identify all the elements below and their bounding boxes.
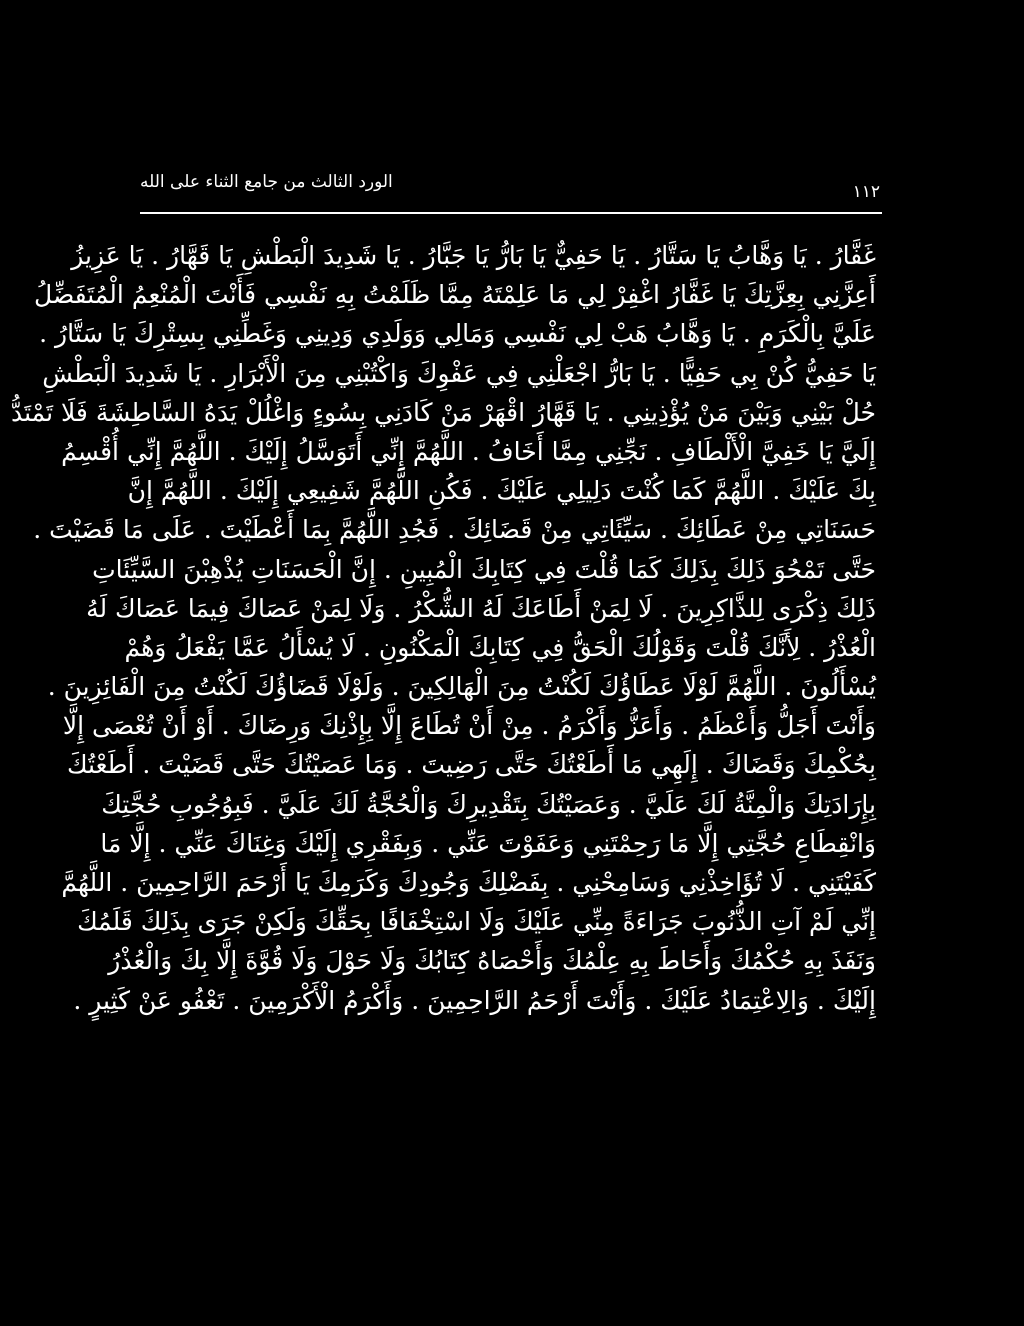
text-line: عَلَيَّ بِالْكَرَمِ . يَا وَهَّابُ هَبْ لِي نَفْسِي وَمَالِي وَوَلَدِي وَدِينِي وَغَطِّنِي بِسِتْرِكَ يَا سَتَّارُ .: [39, 319, 876, 349]
text-line: ذَلِكَ ذِكْرَى لِلذَّاكِرِينَ . لَا لِمَنْ أَطَاعَكَ لَهُ الشُّكْرُ . وَلَا لِمَنْ عَصَاكَ فِيمَا عَصَاكَ لَهُ: [86, 593, 876, 623]
text-line: وَانْقِطَاعِ حُجَّتِي إِلَّا مَا رَحِمْتَنِي وَعَفَوْتَ عَنِّي . وَبِفَقْرِي إِلَيْكَ وَغِنَاكَ عَنِّي . إِلَّا مَا: [100, 828, 876, 858]
text-line: بِحُكْمِكَ وَقَضَاكَ . إِلَهِي مَا أَطَعْتُكَ حَتَّى رَضِيتَ . وَمَا عَصَيْتُكَ حَتَّى قَضَيْتَ . أَطَعْتُكَ: [66, 750, 876, 780]
text-line: الْعُذْرُ . لِأَنَّكَ قُلْتَ وَقَوْلُكَ الْحَقُّ فِي كِتَابِكَ الْمَكْنُونِ . لَا يُسْأَلُ عَمَّا يَفْعَلُ وَهُمْ: [124, 632, 876, 662]
text-line: حَسَنَاتِي مِنْ عَطَائِكَ . سَيِّئَاتِي مِنْ قَضَائِكَ . فَجُدِ اللَّهُمَّ بِمَا أَعْطَيْتَ . عَلَى مَا قَضَيْتَ .: [33, 515, 876, 545]
text-line: بِكَ عَلَيْكَ . اللَّهُمَّ كَمَا كُنْتَ دَلِيلِي عَلَيْكَ . فَكُنِ اللَّهُمَّ شَفِيعِي إِلَيْكَ . اللَّهُمَّ إِنَّ: [127, 476, 876, 506]
running-header-title: الورد الثالث من جامع الثناء على الله: [140, 172, 393, 192]
text-line: يَا حَفِيُّ كُنْ بِي حَفِيًّا . يَا بَارُّ اجْعَلْنِي فِي عَفْوِكَ وَاكْتُبْنِي مِنَ الْأَبْرَارِ . يَا شَدِيدَ الْبَطْشِ: [42, 358, 876, 388]
text-line: أَعِزَّنِي بِعِزَّتِكَ يَا غَفَّارُ اغْفِرْ لِي مَا عَلِمْتَهُ مِمَّا ظَلَمْتُ بِهِ نَفْسِي فَأَنْتَ الْمُنْعِمُ الْمُتَفَضِّلُ: [34, 280, 876, 310]
text-line: إِلَيْكَ . وَالِاعْتِمَادُ عَلَيْكَ . وَأَنْتَ أَرْحَمُ الرَّاحِمِينَ . وَأَكْرَمُ الْأَكْرَمِينَ . تَعْفُو عَنْ كَثِيرٍ .: [73, 985, 876, 1015]
text-line: إِنِّي لَمْ آتِ الذُّنُوبَ جَرَاءَةً مِنِّي عَلَيْكَ وَلَا اسْتِخْفَافًا بِحَقِّكَ وَلَكِنْ جَرَى بِذَلِكَ قَلَمُكَ: [77, 907, 876, 937]
text-line: وَنَفَذَ بِهِ حُكْمُكَ وَأَحَاطَ بِهِ عِلْمُكَ وَأَحْصَاهُ كِتَابُكَ وَلَا حَوْلَ وَلَا قُوَّةَ إِلَّا بِكَ وَالْعُذْرُ: [108, 946, 876, 976]
text-line: حُلْ بَيْنِي وَبَيْنَ مَنْ يُؤْذِينِي . يَا قَهَّارُ اقْهَرْ مَنْ كَادَنِي بِسُوءٍ وَاغْلُلْ يَدَهُ السَّاطِشَةَ فَلَا تَمْتَدُّ: [10, 397, 876, 427]
text-line: يُسْأَلُونَ . اللَّهُمَّ لَوْلَا عَطَاؤُكَ لَكُنْتُ مِنَ الْهَالِكِينَ . وَلَوْلَا قَضَاؤُكَ لَكُنْتُ مِنَ الْفَائِزِينَ .: [47, 672, 876, 702]
text-line: وَأَنْتَ أَجَلُّ وَأَعْظَمُ . وَأَعَزُّ وَأَكْرَمُ . مِنْ أَنْ تُطَاعَ إِلَّا بِإِذْنِكَ وَرِضَاكَ . أَوْ أَنْ تُعْصَى إِلَّا: [62, 711, 876, 741]
text-line: حَتَّى تَمْحُوَ ذَلِكَ بِذَلِكَ كَمَا قُلْتَ فِي كِتَابِكَ الْمُبِينِ . إِنَّ الْحَسَنَاتِ يُذْهِبْنَ السَّيِّئَاتِ: [92, 554, 876, 584]
text-line: كَفَيْتَنِي . لَا تُؤَاخِذْنِي وَسَامِحْنِي . بِفَضْلِكَ وَجُودِكَ وَكَرَمِكَ يَا أَرْحَمَ الرَّاحِمِينَ . اللَّهُمَّ: [61, 868, 876, 897]
running-header: [140, 170, 880, 204]
header-divider: [140, 212, 882, 214]
text-line: إِلَيَّ يَا خَفِيَّ الْأَلْطَافِ . نَجِّنِي مِمَّا أَخَافُ . اللَّهُمَّ إِنِّي أَتَوَسَّلُ إِلَيْكَ . اللَّهُمَّ إِنِّي أُقْسِمُ: [61, 436, 876, 466]
body-text: [10, 236, 876, 1020]
text-line: بِإِرَادَتِكَ وَالْمِنَّةُ لَكَ عَلَيَّ . وَعَصَيْتُكَ بِتَقْدِيرِكَ وَالْحُجَّةُ لَكَ عَلَيَّ . فَبِوُجُوبِ حُجَّتِكَ: [101, 789, 876, 819]
page-number: ١١٢: [852, 182, 880, 202]
text-line: غَفَّارُ . يَا وَهَّابُ يَا سَتَّارُ . يَا حَفِيٌّ يَا بَارُّ يَا جَبَّارُ . يَا شَدِيدَ الْبَطْشِ يَا قَهَّارُ . يَا عَزِيزُ: [71, 241, 876, 270]
